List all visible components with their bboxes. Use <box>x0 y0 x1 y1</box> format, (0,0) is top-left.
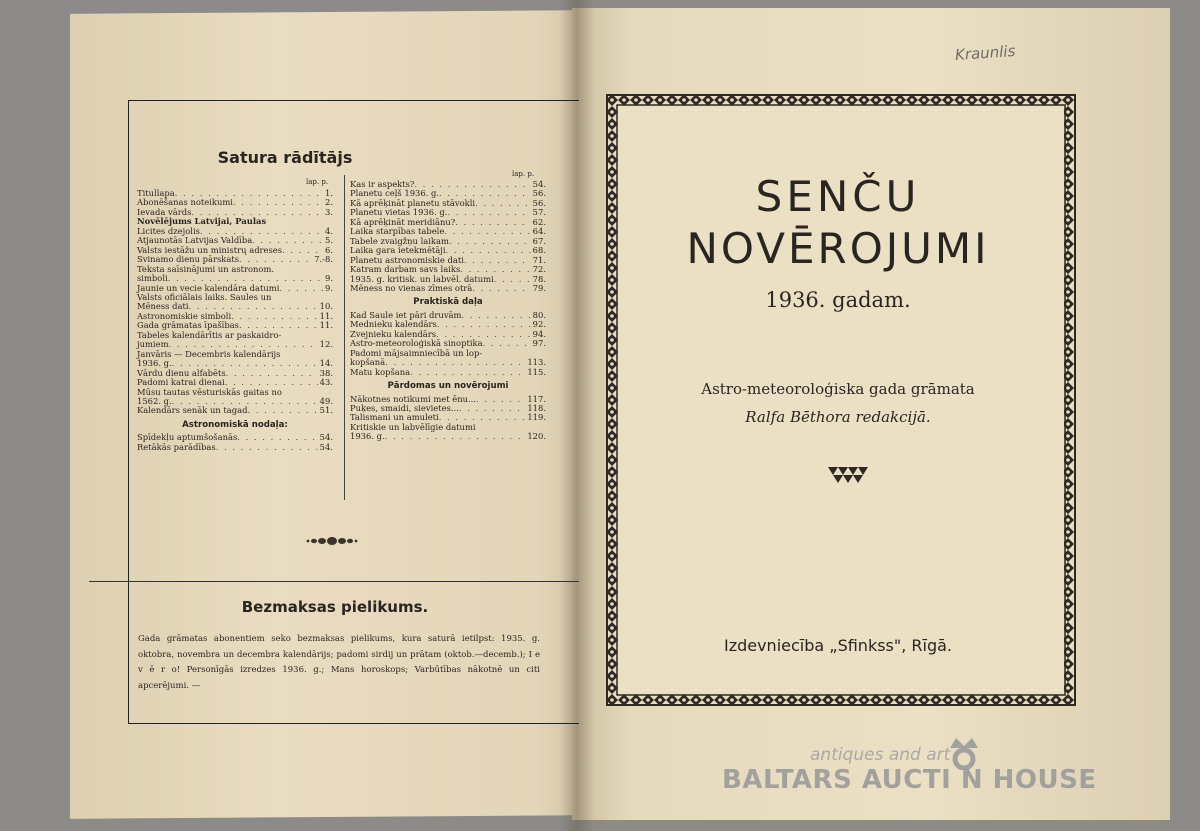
toc-entry-text: Mūsu tautas vēsturiskās gaitas no <box>137 386 282 397</box>
toc-section-heading: Praktiskā daļa <box>413 297 483 308</box>
toc-column-1 <box>137 189 333 452</box>
leader-dots <box>231 312 318 321</box>
divider-line <box>89 581 579 582</box>
leader-dots <box>216 443 318 452</box>
toc-entry-text: Mēness dati <box>137 301 189 312</box>
toc-entry-text: Spīdekļu aptumšošanās <box>137 432 238 443</box>
toc-entry-text: Licites dzejolis <box>137 225 200 236</box>
toc-entry-text: simboli <box>137 273 168 284</box>
leader-dots <box>461 311 530 320</box>
toc-page-number: 10. <box>319 301 333 312</box>
toc-entry-text: Katram darbam savs laiks <box>350 264 461 275</box>
toc-page-number: 51. <box>319 405 333 416</box>
leader-dots <box>476 395 525 404</box>
leader-dots <box>279 284 323 293</box>
toc-entry-text: Puķes, smaidi, sievietes... <box>350 402 459 413</box>
toc-entry <box>137 406 333 415</box>
toc-page-number: 6. <box>325 244 333 255</box>
toc-entry-text: 1935. g. kritisk. un labvēl. datumi <box>350 273 494 284</box>
toc-entry <box>350 368 546 377</box>
toc-page-number: 3. <box>325 206 333 217</box>
toc-entry <box>350 284 546 293</box>
toc-page-number: 4. <box>325 225 333 236</box>
toc-entry <box>350 432 546 441</box>
toc-entry-text: Astro-meteoroloģiskā sinoptika <box>350 338 483 349</box>
toc-entry-text: Tabele zvaigžņu laikam <box>350 235 449 246</box>
toc-entry-text: Kalendārs senāk un tagad <box>137 405 248 416</box>
toc-page-number: 9. <box>325 282 333 293</box>
toc-page-number: 97. <box>532 338 546 349</box>
toc-entry-text: Novēlējums Latvijai, Paulas <box>137 216 267 227</box>
toc-section-heading: Astronomiskā nodaļa: <box>182 419 288 430</box>
toc-page-number: 117. <box>527 393 546 404</box>
toc-page-number: 57. <box>532 207 546 218</box>
handwritten-note: Kraunlis <box>954 41 1016 65</box>
toc-column-2 <box>350 180 546 442</box>
toc-page-number: 94. <box>532 328 546 339</box>
toc-entry-text: Vārdu dienu alfabēts <box>137 367 226 378</box>
page-column-label: lap. p. <box>306 178 329 186</box>
toc-entry-text: Janvāris — Decembris kalendārijs <box>137 348 281 359</box>
toc-page-number: 54. <box>319 441 333 452</box>
toc-page-number: 9. <box>325 273 333 284</box>
toc-entry-text: Planetu astronomiskie dati <box>350 254 464 265</box>
leader-dots <box>475 199 531 208</box>
toc-title: Satura rādītājs <box>217 148 353 167</box>
toc-entry-text: Gada grāmatas īpašības <box>137 320 239 331</box>
toc-entry-text: Laika gara ietekmētāji <box>350 245 446 256</box>
leader-dots <box>410 368 525 377</box>
leader-dots <box>444 227 530 236</box>
toc-page-number: 79. <box>532 282 546 293</box>
column-divider <box>344 175 345 500</box>
toc-entry-text: Padomi katrai dienai <box>137 377 225 388</box>
leader-dots <box>494 275 531 284</box>
toc-entry-text: Kā aprēķināt planetu stāvokli <box>350 197 476 208</box>
toc-page-number: 56. <box>532 188 546 199</box>
leader-dots <box>233 198 323 207</box>
toc-entry-text: Matu kopšana <box>350 366 411 377</box>
toc-entry-text: Kas ir aspekts? <box>350 179 415 189</box>
toc-entry-text: Talismani un amuleti <box>350 412 439 423</box>
toc-page-number: 56. <box>532 197 546 208</box>
toc-page-number: 7.-8. <box>314 254 333 265</box>
toc-page-number: 11. <box>319 320 333 331</box>
toc-entry-text: Kā aprēķināt meridiānu? <box>350 216 456 227</box>
toc-page-number: 72. <box>532 264 546 275</box>
toc-page-number: 113. <box>527 357 546 368</box>
leader-dots <box>464 256 531 265</box>
triangle-ornament-icon <box>826 465 870 487</box>
toc-entry-text: Mednieku kalendārs <box>350 319 437 330</box>
toc-page-number: 119. <box>527 412 546 423</box>
toc-page-number: 14. <box>319 358 333 369</box>
toc-page-number: 54. <box>532 179 546 189</box>
toc-entry-text: Teksta saīsinājumi un astronom. <box>137 263 275 274</box>
supplement-title: Bezmaksas pielikums. <box>241 598 429 616</box>
toc-page-number: 92. <box>532 319 546 330</box>
watermark-tagline: antiques and art <box>810 745 951 765</box>
leader-dots <box>472 284 530 293</box>
ornament-icon <box>306 534 358 548</box>
leader-dots <box>237 433 317 442</box>
toc-page-number: 80. <box>532 309 546 320</box>
leader-dots <box>447 208 530 217</box>
toc-section-heading: Pārdomas un novērojumi <box>387 381 509 392</box>
toc-page-number: 54. <box>319 432 333 443</box>
toc-entry-text: 1562. g. <box>137 395 172 406</box>
toc-page-number: 49. <box>319 395 333 406</box>
toc-entry-text: Abonēšanas noteikumi <box>137 197 233 208</box>
toc-entry-text: Titullapa <box>137 188 175 198</box>
toc-page-number: 62. <box>532 216 546 227</box>
supplement-text: Gada grāmatas abonentiem seko bezmaksas pielikums, kura saturā ietilpst: 1935. g. oktobra, novembra un decembra kalendārijs; padomi sirdij un prātam (oktob.—decemb.); I e v ē r o! Personīgās izredzes 1936. g.; Mans horoskops; Varbūtības nākotnē un citi apcerējumi. — <box>138 634 540 691</box>
toc-entry-text: Padomi mājsaimniecībā un lop- <box>350 347 483 358</box>
subtitle: Astro-meteoroloģiska gada grāmata <box>701 380 975 398</box>
leader-dots <box>248 406 318 415</box>
year-line: 1936. gadam. <box>765 288 911 312</box>
toc-entry-text: kopšanā <box>350 357 386 368</box>
toc-entry-text: Nākotnes notikumi met ēnu... <box>350 393 477 404</box>
leader-dots <box>449 237 531 246</box>
toc-page-number: 118. <box>527 402 546 413</box>
crown-logo-icon <box>944 730 984 770</box>
toc-entry-text: Astronomiskie simboli <box>137 310 232 321</box>
watermark-logo-text: BALTARS AUCTI N HOUSE <box>722 765 1097 795</box>
toc-entry-text: Valsts oficiālais laiks. Saules un <box>137 291 272 302</box>
toc-entry-text: Tabeles kalendārītis ar paskaidro- <box>137 329 282 340</box>
page-column-label-2: lap. p. <box>512 170 535 178</box>
toc-page-number: 67. <box>532 235 546 246</box>
toc-page-number: 38. <box>319 367 333 378</box>
toc-entry-text: Laika starpības tabele <box>350 226 445 237</box>
book-title-line-1: SENČU <box>755 172 921 221</box>
toc-page-number: 43. <box>319 377 333 388</box>
toc-page-number: 68. <box>532 245 546 256</box>
toc-entry-text: Retākās parādības <box>137 441 216 452</box>
toc-page-number: 5. <box>325 235 333 246</box>
toc-page-number: 64. <box>532 226 546 237</box>
leader-dots <box>226 369 318 378</box>
toc-entry-text: 1936. g. <box>350 431 385 442</box>
toc-entry-text: Jaunie un vecie kalendāra datumi <box>137 282 280 293</box>
leader-dots <box>455 218 530 227</box>
leader-dots <box>385 432 526 441</box>
toc-page-number: 2. <box>325 197 333 208</box>
leader-dots <box>483 339 531 348</box>
toc-page-number: 71. <box>532 254 546 265</box>
toc-entry-text: Planetu ceļš 1936. g. <box>350 188 440 199</box>
toc-page-number: 12. <box>319 339 333 350</box>
toc-entry <box>137 443 333 452</box>
toc-page-number: 11. <box>319 310 333 321</box>
toc-page-number: 115. <box>527 366 546 377</box>
book-title-line-2: NOVĒROJUMI <box>686 224 990 273</box>
toc-entry-text: jumiem <box>137 339 169 350</box>
toc-page-number: 120. <box>527 431 546 442</box>
toc-entry-text: Svinamo dienu pārskats <box>137 254 240 265</box>
toc-entry-text: Valsts iestāžu un ministrų adreses <box>137 244 283 255</box>
toc-page-number: 78. <box>532 273 546 284</box>
toc-entry-text: Zvejnieku kalendārs <box>350 328 437 339</box>
leader-dots <box>437 320 531 329</box>
toc-page-number: 1. <box>325 188 333 198</box>
leader-dots <box>459 404 525 413</box>
toc-entry-text: Kritiskie un labvēlīgie datumi <box>350 421 476 432</box>
toc-entry-text: 1936. g. <box>137 358 172 369</box>
toc-entry-text: Planetu vietas 1936. g. <box>350 207 448 218</box>
editor-line: Ralfa Bēthora redakcijā. <box>745 408 931 426</box>
toc-entry-text: Kad Saule iet pāri druvām <box>350 309 462 320</box>
toc-entry-text: Ievada vārds <box>137 206 192 217</box>
toc-entry-text: Mēness no vienas zīmes otrā <box>350 282 473 293</box>
toc-entry-text: Atjaunotās Latvijas Valdība <box>137 235 253 246</box>
publisher-line: Izdevniecība „Sfinkss", Rīgā. <box>723 636 953 655</box>
